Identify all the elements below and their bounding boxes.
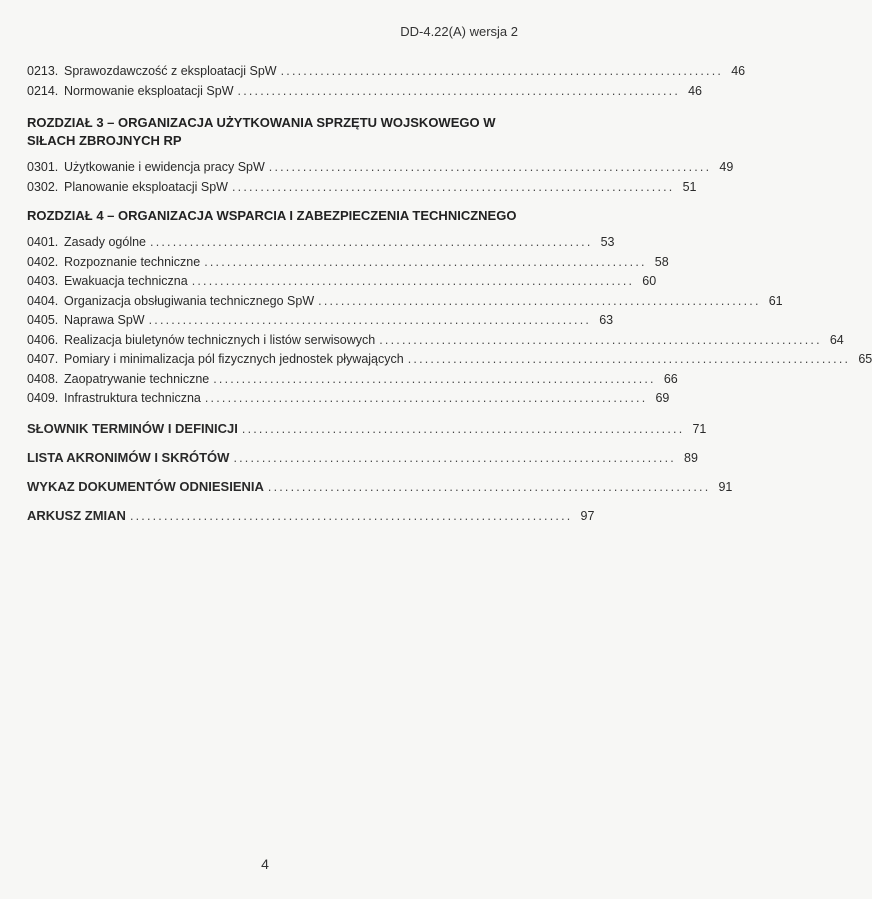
entry-code: 0406. (27, 332, 59, 347)
entry-page: 46 (688, 83, 703, 98)
entry-title: Pomiary i minimalizacja pól fizycznych jednostek pływających (64, 352, 404, 366)
dot-leader: .............................................................................. (318, 293, 761, 308)
toc-entry-0408[interactable] (27, 370, 678, 390)
toc-entry-0406[interactable] (27, 331, 844, 351)
entry-title: Ewakuacja techniczna (64, 274, 188, 288)
entry-page: 89 (684, 450, 698, 465)
toc-entry-0214[interactable] (27, 82, 703, 102)
entry-title: Planowanie eksploatacji SpW (64, 179, 228, 194)
dot-leader: .............................................................................. (407, 352, 851, 366)
dot-leader: .............................................................................. (233, 450, 676, 465)
entry-code: 0408. (27, 371, 59, 386)
entry-page: 46 (731, 64, 746, 78)
toc-entry-0405[interactable] (27, 311, 614, 331)
toc-section-glossary[interactable] (27, 419, 707, 438)
toc-entry-0407[interactable] (27, 350, 872, 370)
entry-page: 58 (654, 254, 669, 269)
section-title: SŁOWNIK TERMINÓW I DEFINICJI (27, 420, 238, 436)
entry-title: Organizacja obsługiwania technicznego SpW (64, 293, 315, 308)
chapter-3-heading[interactable]: ROZDZIAŁ 3 – ORGANIZACJA UŻYTKOWANIA SPRZĘTU WOJSKOWEGO W SIŁACH ZBROJNYCH RP (27, 115, 496, 148)
dot-leader: .............................................................................. (237, 83, 681, 98)
toc-entry-0301[interactable] (27, 158, 734, 178)
chapter-4-heading[interactable]: ROZDZIAŁ 4 – ORGANIZACJA WSPARCIA I ZABEZPIECZENIA TECHNICZNEGO (27, 208, 517, 223)
entry-title: Normowanie eksploatacji SpW (64, 83, 234, 98)
entry-page: 69 (655, 391, 670, 405)
entry-page: 61 (768, 293, 783, 308)
entry-code: 0402. (27, 254, 59, 269)
page-number: 4 (261, 856, 269, 872)
entry-page: 71 (692, 421, 707, 436)
entry-code: 0409. (27, 391, 59, 405)
entry-page: 91 (718, 479, 733, 494)
entry-code: 0301. (27, 160, 59, 174)
toc-entry-0302[interactable] (27, 178, 697, 198)
dot-leader: .............................................................................. (150, 235, 593, 249)
toc-section-changes[interactable] (27, 506, 595, 525)
dot-leader: .............................................................................. (204, 254, 647, 269)
toc-entry-0402[interactable] (27, 253, 669, 273)
entry-code: 0214. (27, 83, 59, 98)
toc-entry-0409[interactable] (27, 389, 670, 409)
dot-leader: .............................................................................. (241, 421, 685, 436)
dot-leader: .............................................................................. (148, 313, 592, 327)
toc-entry-0213[interactable] (27, 62, 746, 82)
dot-leader: .............................................................................. (231, 179, 675, 194)
entry-page: 97 (580, 508, 595, 523)
table-of-contents (27, 62, 872, 525)
entry-title: Użytkowanie i ewidencja pracy SpW (64, 160, 265, 174)
dot-leader: .............................................................................. (267, 479, 711, 494)
toc-section-references[interactable] (27, 477, 733, 496)
entry-title: Zasady ogólne (64, 235, 147, 249)
entry-title: Zaopatrywanie techniczne (64, 371, 210, 386)
entry-page: 63 (599, 313, 614, 327)
entry-code: 0302. (27, 179, 59, 194)
section-title: LISTA AKRONIMÓW I SKRÓTÓW (27, 449, 230, 465)
entry-code: 0401. (27, 235, 59, 249)
entry-page: 51 (682, 179, 697, 194)
entry-title: Sprawozdawczość z eksploatacji SpW (64, 64, 277, 78)
dot-leader: .............................................................................. (204, 391, 648, 405)
entry-page: 66 (663, 371, 678, 386)
entry-code: 0403. (27, 274, 59, 288)
entry-code: 0404. (27, 293, 59, 308)
document-id: DD-4.22(A) wersja 2 (400, 24, 518, 39)
dot-leader: .............................................................................. (379, 332, 822, 347)
entry-code: 0213. (27, 64, 59, 78)
dot-leader: .............................................................................. (191, 274, 635, 288)
dot-leader: .............................................................................. (213, 371, 656, 386)
entry-page: 60 (642, 274, 657, 288)
entry-page: 53 (600, 235, 615, 249)
toc-section-acronyms[interactable] (27, 448, 698, 467)
dot-leader: .............................................................................. (280, 64, 724, 78)
dot-leader: .............................................................................. (268, 160, 712, 174)
dot-leader: .............................................................................. (129, 508, 573, 523)
entry-code: 0405. (27, 313, 59, 327)
entry-page: 64 (829, 332, 844, 347)
entry-page: 49 (719, 160, 734, 174)
entry-title: Naprawa SpW (64, 313, 145, 327)
entry-title: Infrastruktura techniczna (64, 391, 201, 405)
entry-title: Rozpoznanie techniczne (64, 254, 201, 269)
entry-page: 65 (858, 352, 872, 366)
toc-entry-0403[interactable] (27, 272, 657, 292)
toc-entry-0401[interactable] (27, 233, 615, 253)
entry-code: 0407. (27, 352, 59, 366)
entry-title: Realizacja biuletynów technicznych i listów serwisowych (64, 332, 376, 347)
section-title: WYKAZ DOKUMENTÓW ODNIESIENIA (27, 478, 264, 494)
toc-entry-0404[interactable] (27, 292, 783, 312)
section-title: ARKUSZ ZMIAN (27, 507, 126, 523)
